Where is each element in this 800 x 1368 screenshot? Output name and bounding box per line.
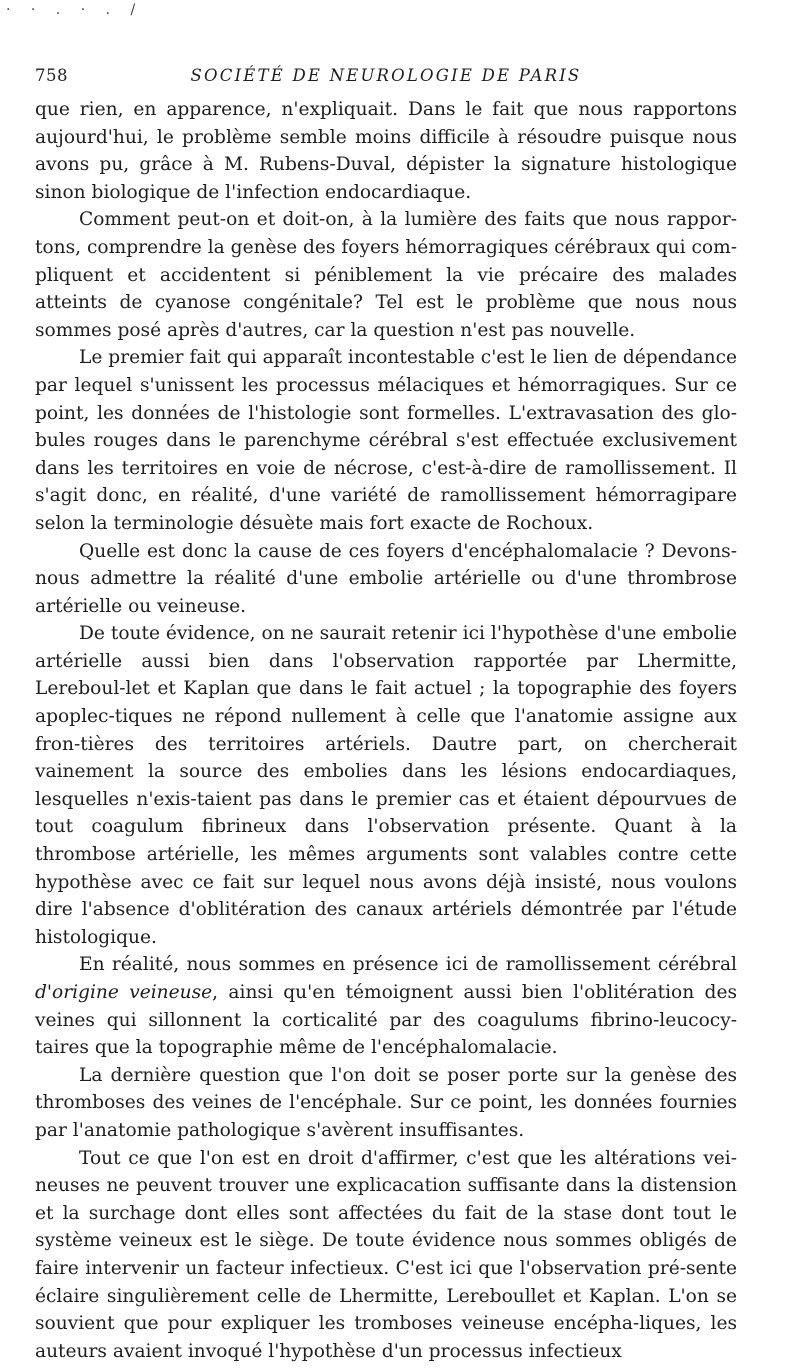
paragraph-2: Comment peut-on et doit-on, à la lumière des faits que nous rappor-tons, comprendre la genèse des foyers hémorragiques cérébraux qui com-pliquent et accidentent si péniblement la vie précaire des malades atteints de cyanose congénitale? Tel est le problème que nous nous sommes posé après d'autres, car la question n'est pas nouvelle. (35, 209, 737, 341)
paragraph-8: Tout ce que l'on est en droit d'affirmer, c'est que les altérations vei-neuses ne peuvent trouver une explicacation suffisante dans la distension et la surchage dont elles sont affectées du fait de la stase dont tout le système veineux est le siège. De toute évidence nous sommes obligés de faire intervenir un facteur infectieux. C'est ici que l'observation pré-sente éclaire singulièrement celle de Lhermitte, Lereboullet et Kaplan. L'on se souvient que pour expliquer les tromboses veineuse encépha-liques, les auteurs avaient invoqué l'hypothèse d'un processus infectieux (35, 1147, 737, 1362)
paragraph-5: De toute évidence, on ne saurait retenir ici l'hypothèse d'une embolie artérielle aussi bien dans l'observation rapportée par Lhermitte, Lereboul-let et Kaplan que dans le fait actuel ; la topographie des foyers apoplec-tiques ne répond nullement à celle que l'anatomie assigne aux fron-tières des territoires artériels. Dautre part, on chercherait vainement la source des embolies dans les lésions endocardiaques, lesquelles n'exis-taient pas dans le premier cas et étaient dépourvues de tout coagulum fibrineux dans l'observation présente. Quant à la thrombose artérielle, les mêmes arguments sont valables contre cette hypothèse avec ce fait sur lequel nous avons déjà insisté, nous voulons dire l'absence d'oblitération des canaux artériels démontrée par l'étude histologique. (35, 623, 737, 948)
page-header (35, 66, 737, 90)
paragraph-4: Quelle est donc la cause de ces foyers d'encéphalomalacie ? Devons-nous admettre la réalité d'une embolie artérielle ou d'une thrombrose artérielle ou veineuse. (35, 540, 737, 617)
paragraph-7: La dernière question que l'on doit se poser porte sur la genèse des thromboses des veines de l'encéphale. Sur ce point, les données fournies par l'anatomie pathologique s'avèrent insuffisantes. (35, 1064, 737, 1141)
paragraph-6-end: , ainsi qu'en témoignent aussi bien l'oblitération des veines qui sillonnent la corticalité par des coagulums fibrino-leucocy-taires que la topographie même de l'encéphalomalacie. (35, 982, 737, 1059)
scan-specks: · · . · . / (6, 2, 144, 18)
paragraph-6-start: En réalité, nous sommes en présence ici de ramollissement cérébral (79, 954, 737, 976)
paragraph-6 (35, 951, 737, 1061)
paragraph-1: que rien, en apparence, n'expliquait. Dans le fait que nous rapportons aujourd'hui, le problème semble moins difficile à résoudre puisque nous avons pu, grâce à M. Rubens-Duval, dépister la signature histologique sinon biologique de l'infection endocardiaque. (35, 99, 737, 203)
paragraph-3: Le premier fait qui apparaît incontestable c'est le lien de dépendance par lequel s'unissent les processus mélaciques et hémorragiques. Sur ce point, les données de l'histologie sont formelles. L'extravasation des glo-bules rouges dans le parenchyme cérébral s'est effectuée exclusivement dans les territoires en voie de nécrose, c'est-à-dire de ramollissement. Il s'agit donc, en réalité, d'une variété de ramollissement hémorragipare selon la terminologie désuète mais fort exacte de Rochoux. (35, 347, 737, 534)
body-text (35, 96, 737, 1365)
page-number: 758 (35, 66, 68, 85)
italic-phrase: d'origine veineuse (35, 982, 213, 1003)
running-title: SOCIÉTÉ DE NEUROLOGIE DE PARIS (190, 66, 582, 85)
